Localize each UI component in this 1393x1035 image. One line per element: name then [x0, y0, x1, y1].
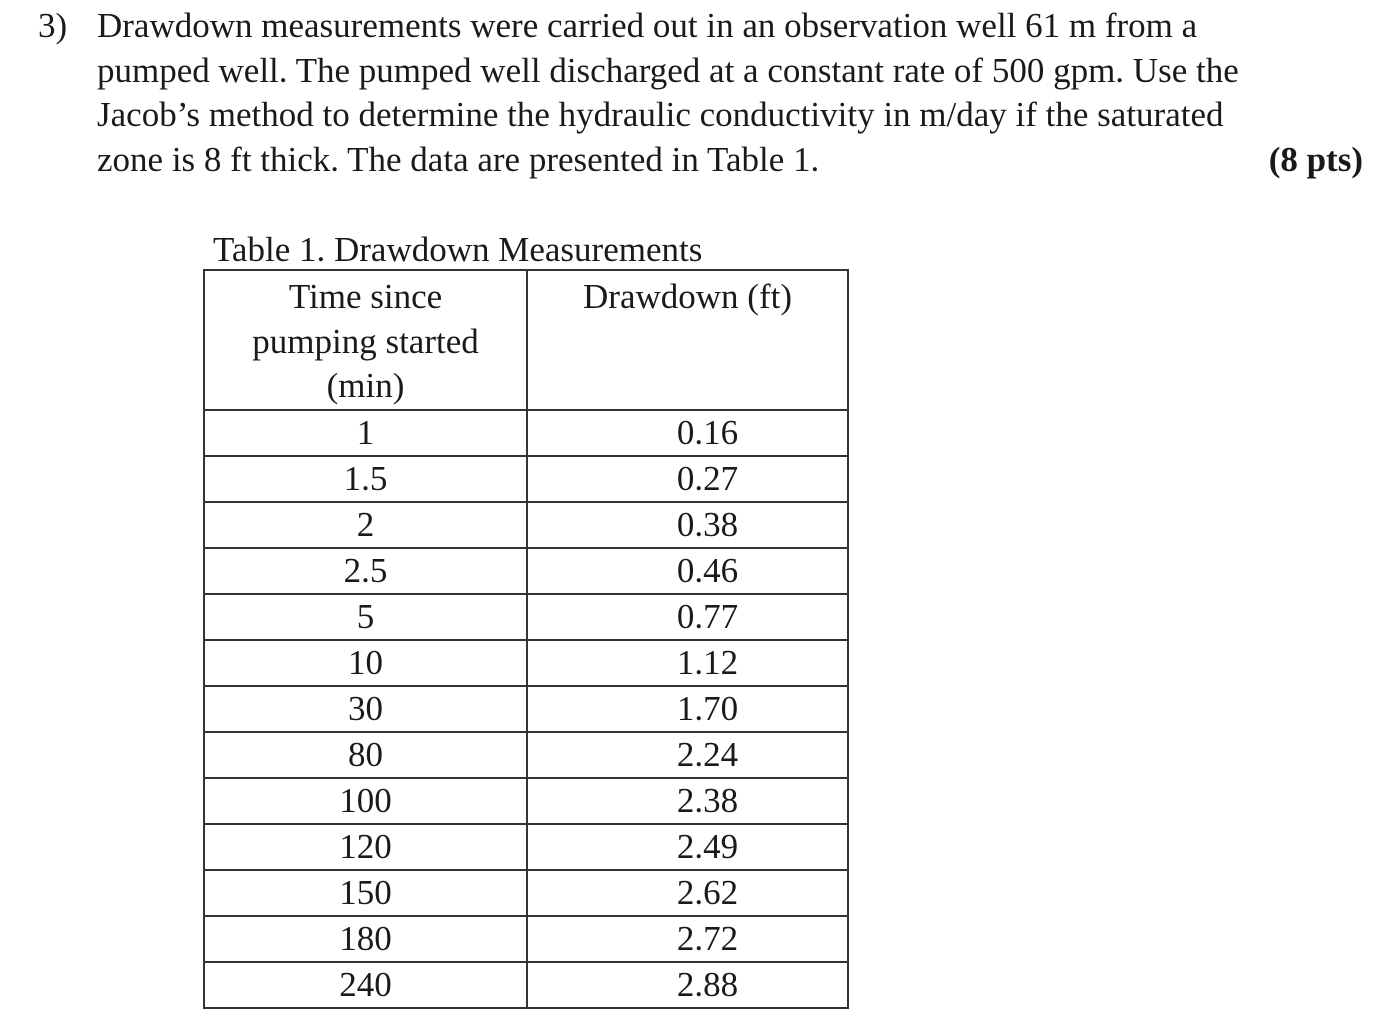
drawdown-cell: 2.88	[527, 962, 848, 1008]
drawdown-table	[203, 269, 849, 1009]
time-header-line: (min)	[326, 366, 405, 405]
table-row	[204, 732, 848, 778]
question-line: Drawdown measurements were carried out in an observation well 61 m from a	[97, 6, 1198, 45]
time-cell: 1	[204, 410, 527, 456]
table-row	[204, 778, 848, 824]
points-label: (8 pts)	[1268, 139, 1363, 179]
table-row	[204, 502, 848, 548]
drawdown-cell: 2.72	[527, 916, 848, 962]
table-row	[204, 824, 848, 870]
drawdown-cell: 0.77	[527, 594, 848, 640]
time-cell: 180	[204, 916, 527, 962]
drawdown-cell: 0.38	[527, 502, 848, 548]
drawdown-cell: 2.49	[527, 824, 848, 870]
table-row	[204, 686, 848, 732]
question-text	[97, 4, 1363, 182]
time-column-header	[204, 270, 527, 410]
drawdown-column-header: Drawdown (ft)	[527, 270, 848, 410]
time-header-line: pumping started	[252, 321, 479, 361]
time-cell: 2	[204, 502, 527, 548]
drawdown-cell: 1.12	[527, 640, 848, 686]
table-row	[204, 870, 848, 916]
table-row	[204, 548, 848, 594]
question-line: Jacob’s method to determine the hydraulic conductivity in m/day if the saturated	[97, 95, 1224, 134]
time-cell: 150	[204, 870, 527, 916]
time-header-line: Time since	[288, 277, 443, 316]
time-cell: 1.5	[204, 456, 527, 502]
time-cell: 80	[204, 732, 527, 778]
question-line: zone is 8 ft thick. The data are presented in Table 1.	[97, 139, 820, 179]
time-cell: 100	[204, 778, 527, 824]
question-line: pumped well. The pumped well discharged at a constant rate of 500 gpm. Use the	[97, 50, 1239, 90]
table-row	[204, 640, 848, 686]
table-header-row	[204, 270, 848, 410]
drawdown-cell: 2.62	[527, 870, 848, 916]
table-row	[204, 410, 848, 456]
table-caption: Table 1. Drawdown Measurements	[213, 230, 703, 269]
time-cell: 30	[204, 686, 527, 732]
drawdown-cell: 2.24	[527, 732, 848, 778]
time-cell: 5	[204, 594, 527, 640]
question-last-line	[97, 138, 1363, 183]
time-cell: 240	[204, 962, 527, 1008]
drawdown-cell: 2.38	[527, 778, 848, 824]
table-row	[204, 594, 848, 640]
table-body	[204, 410, 848, 1008]
table-row	[204, 916, 848, 962]
time-cell: 2.5	[204, 548, 527, 594]
question-number: 3)	[38, 6, 68, 45]
table-row	[204, 456, 848, 502]
drawdown-cell: 1.70	[527, 686, 848, 732]
time-cell: 10	[204, 640, 527, 686]
table-row	[204, 962, 848, 1008]
drawdown-cell: 0.27	[527, 456, 848, 502]
drawdown-cell: 0.46	[527, 548, 848, 594]
time-cell: 120	[204, 824, 527, 870]
drawdown-cell: 0.16	[527, 410, 848, 456]
